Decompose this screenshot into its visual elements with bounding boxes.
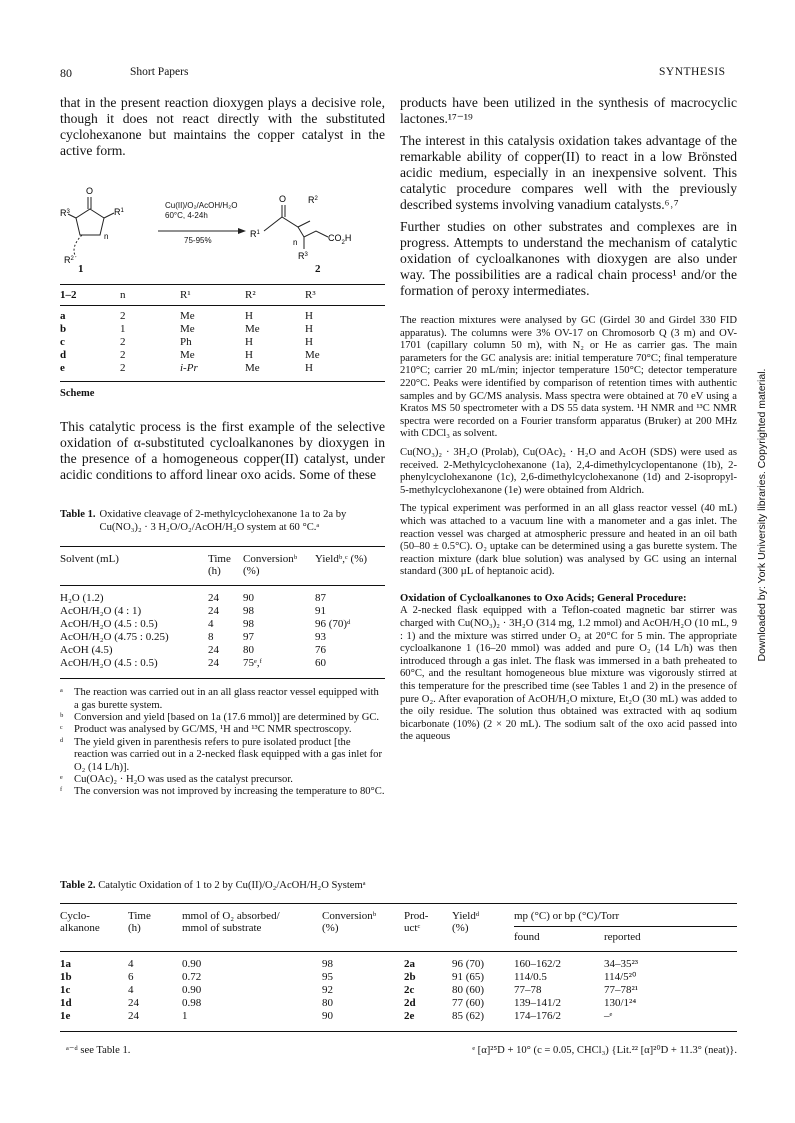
left-column [60, 95, 385, 799]
table-row [60, 997, 737, 1010]
table-cell: 2 [120, 336, 126, 348]
reaction-arrowhead [238, 228, 246, 234]
table-row [60, 349, 385, 362]
table-cell: 90 [322, 1010, 333, 1022]
table-row [60, 952, 737, 972]
table-cell: 1 [120, 323, 126, 335]
table-cell: 80 (60) [452, 984, 485, 996]
right-paragraph-2: The interest in this catalysis oxidation takes advantage of the remarkable ability of copper(II) to react in a low Brönsted acidic medium, especially in an inexpensive solvent. This catalytic procedure compares well with the previously described systems involving vanadium catalysts.⁶˒⁷ [400, 133, 737, 212]
table1 [60, 546, 385, 679]
table-cell: 95 [322, 971, 333, 983]
scheme-caption: Scheme [60, 388, 95, 399]
table-row [60, 605, 385, 618]
table2-caption [60, 880, 737, 891]
table-cell: 60 [315, 657, 326, 670]
table2-footnote-left: ᵃ⁻ᵈ see Table 1. [66, 1045, 131, 1056]
table-row [60, 644, 385, 657]
procedure-text: A 2-necked flask equipped with a Teflon-coated magnetic bar stirrer was charged with Cu(NO₃)₂ · 3H₂O (314 mg, 1.2 mmol) and AcOH/H₂O (10 mL, 9 : 1) and the mixture was stirred under O₂ at 20°C for 5 min. The appropriate cycloalkanone 1 (16–20 mmol) was added and pure O₂ (14 L/h) was then introduced through a gas inlet. The flask was immersed in a bath preheated to 60°C, and the resultant homogeneous blue mixture was vigorously stirred at this temperature for the prescribed time (see Tables 1 and 2) in the presence of pure O₂. After evaporation of AcOH/H₂O mixture, Et₂O (30 mL) was added to the oily residue. The solution thus obtained was extracted with aq sodium bicarbonate (10%) (2 × 20 mL). The sodium salt of the oxo acid passed into the aqueous [400, 605, 737, 743]
table-cell: Me [180, 310, 195, 322]
svg-text:R2: $R^2$ [308, 195, 318, 205]
table-cell: H [245, 336, 253, 348]
table-cell: 0.90 [182, 984, 202, 996]
table-cell: 24 [208, 592, 219, 605]
scheme-col-header: 1–2 [60, 289, 77, 301]
table-cell: 2a [404, 958, 415, 970]
table2 [60, 903, 737, 1032]
table-cell: a [60, 310, 66, 322]
table-cell: 174–176/2 [514, 1010, 562, 1022]
table-cell: 24 [208, 657, 219, 670]
table-row [60, 1010, 737, 1032]
table-cell: 75ᵉ,ᶠ [243, 657, 262, 670]
table-cell: –ᵉ [604, 1010, 613, 1022]
svg-text:CO2H: $CO_2H$ [328, 233, 352, 246]
svg-text:R1: $R^1$ [114, 207, 124, 217]
footnote-text: The yield given in parenthesis refers to pure isolated product [the reaction was carried out in a 2-necked flask equipped with a gas inlet for O₂ (14 L/h)]. [74, 736, 382, 773]
scheme-reagents: Cu(II)/O₂/AcOH/H₂O [165, 201, 238, 210]
table-row [60, 336, 385, 349]
table1-col-header: Solvent (mL) [60, 553, 119, 566]
table-cell: Me [245, 362, 260, 374]
table2-col-header: Cyclo- alkanone [60, 910, 100, 934]
table-cell: 1a [60, 958, 71, 970]
table-cell: 1e [60, 1010, 71, 1022]
footnote-marker: ᶜ [60, 724, 63, 736]
table-cell: 2 [120, 349, 126, 361]
table1-footnote [60, 724, 385, 736]
table-cell: 98 [322, 958, 333, 970]
scheme-col-header: R² [245, 289, 256, 301]
table-cell: H [305, 323, 313, 335]
svg-text:R2: $R^2$ [64, 255, 74, 265]
table2-block [60, 880, 737, 1056]
table-cell: c [60, 336, 65, 348]
table-cell: AcOH (4.5) [60, 644, 113, 657]
table-cell: 4 [128, 984, 134, 996]
right-column [400, 95, 737, 744]
table2-col-header: mmol of O₂ absorbed/ mmol of substrate [182, 910, 280, 934]
table-cell: 91 (65) [452, 971, 485, 983]
table-cell: 93 [315, 631, 326, 644]
table-cell: 24 [128, 1010, 139, 1022]
table2-col-header: mp (°C) or bp (°C)/Torr [514, 904, 737, 927]
footnote-text: Product was analysed by GC/MS, ¹H and ¹³C NMR spectroscopy. [74, 724, 352, 736]
reaction-scheme [60, 181, 385, 276]
footnote-marker: ᵈ [60, 736, 64, 748]
table-cell: 34–35²³ [604, 958, 639, 970]
experimental-paragraph-1: The reaction mixtures were analysed by GC (Girdel 30 and Girdel 330 FID apparatus). The columns were 3% OV-17 on Chromosorb Q (3 m) and OV-1701 (capillary column 50 m), with N₂ or He as carrier gas. The main parameters for the GC analysis are: initial temperature 70°C; final temperature 210°C; carrier 20 mL/min; injector temperature 150°C; detector temperature 220°C. Peaks were identified by comparison of retention times with authentic samples and by GC/MS analysis. Mass spectra were obtained at 70 eV using a Kratos MS 50 spectrometer with a DS 55 data system. ¹H NMR and ¹³C NMR spectra were recorded on a Fourier transform apparatus (Bruker) at 200 MHz with CDCl₃ as solvent. [400, 315, 737, 440]
table-cell: 91 [315, 605, 326, 618]
table-cell: 98 [243, 605, 254, 618]
table-cell: 2 [120, 310, 126, 322]
table2-col-header: Time (h) [128, 910, 151, 934]
table-row [60, 323, 385, 336]
table1-title: Oxidative cleavage of 2-methylcyclohexanone 1a to 2a by Cu(NO₃)₂ · 3 H₂O/O₂/AcOH/H₂O system at 60 °C.ᵃ [99, 509, 347, 533]
table-cell: 4 [128, 958, 134, 970]
table-cell: 114/5²⁰ [604, 971, 637, 983]
table-cell: AcOH/H₂O (4.75 : 0.25) [60, 631, 169, 644]
table2-footnote-right: ᵉ [α]²⁵D + 10° (c = 0.05, CHCl₃) {Lit.²² [α]²⁰D + 11.3° (neat)}. [472, 1045, 737, 1056]
page-number: 80 [60, 66, 72, 80]
table-cell: 98 [243, 618, 254, 631]
table-row [60, 618, 385, 631]
table1-footnotes [60, 687, 385, 799]
table2-footnotes [60, 1044, 737, 1056]
download-watermark [752, 365, 772, 665]
footnote-marker: ᵉ [60, 774, 63, 786]
right-paragraph-1: products have been utilized in the synthesis of macrocyclic lactones.¹⁷⁻¹⁹ [400, 95, 737, 126]
table-row [60, 971, 737, 984]
table-cell: b [60, 323, 67, 335]
table-cell: 2b [404, 971, 416, 983]
table-cell: 24 [208, 644, 219, 657]
table1-footnote [60, 774, 385, 786]
compound-2-label: 2 [315, 263, 321, 275]
scheme-col-header: R¹ [180, 289, 191, 301]
compound-1-label: 1 [78, 263, 84, 275]
table-cell: 1b [60, 971, 72, 983]
svg-text:n: n [104, 232, 109, 241]
svg-text:n: n [293, 238, 298, 247]
table-cell: 77–78²¹ [604, 984, 639, 996]
svg-text:R3: $R^3$ [60, 208, 70, 218]
table-cell: 139–141/2 [514, 997, 562, 1009]
table2-col-header: Yieldᵈ (%) [452, 910, 480, 934]
experimental-paragraph-3: The typical experiment was performed in an all glass reactor vessel (40 mL) which was attached to a vacuum line with a manometer and a gas inlet. The reaction vessel was charged at atmospheric pressure and heated in an oil bath (50–80 ± 0.5°C). O₂ uptake can be determined using a gas burette system. The reaction mixture (dark blue solution) was analysed by GC using an internal standard (300 µL of heptanoic acid). [400, 503, 737, 578]
journal-name: SYNTHESIS [659, 66, 726, 78]
table-cell: 76 [315, 644, 326, 657]
table-cell: Me [305, 349, 320, 361]
svg-text:O: O [86, 186, 94, 196]
table-cell: 77 (60) [452, 997, 485, 1009]
scheme-substituent-table [60, 284, 385, 382]
svg-text:R1: $R^1$ [250, 229, 260, 239]
table-cell: 97 [243, 631, 254, 644]
table1-caption [60, 509, 385, 534]
table-cell: 130/1²⁴ [604, 997, 637, 1009]
scheme-conditions: 60°C, 4-24h [165, 211, 208, 220]
table-cell: d [60, 349, 67, 361]
table-cell: 90 [243, 592, 254, 605]
table-cell: 96 (70)ᵈ [315, 618, 351, 631]
cyclic-ketone-structure [68, 197, 114, 257]
table-cell: 2d [404, 997, 416, 1009]
table1-footnote [60, 786, 385, 798]
footnote-marker: ᶠ [60, 786, 63, 798]
footnote-marker: ᵃ [60, 687, 63, 699]
table-cell: 85 (62) [452, 1010, 485, 1022]
table2-col-header: found [514, 931, 540, 943]
svg-text:R3: $R^3$ [298, 251, 308, 261]
table1-header-row [60, 547, 385, 586]
table-cell: AcOH/H₂O (4.5 : 0.5) [60, 618, 158, 631]
table-cell: 87 [315, 592, 326, 605]
footnote-text: The conversion was not improved by increasing the temperature to 80°C. [74, 786, 385, 798]
running-head: Short Papers [130, 66, 189, 78]
table-cell: 92 [322, 984, 333, 996]
table-cell: 0.90 [182, 958, 202, 970]
table-cell: i-Pr [180, 362, 198, 374]
table1-label: Table 1. [60, 509, 96, 520]
scheme-yield: 75-95% [184, 236, 212, 245]
table-cell: H₂O (1.2) [60, 592, 104, 605]
table-cell: Ph [180, 336, 192, 348]
table-cell: 2c [404, 984, 415, 996]
table-cell: 24 [208, 605, 219, 618]
table-row [60, 306, 385, 324]
procedure-title: Oxidation of Cycloalkanones to Oxo Acids; General Procedure: [400, 592, 687, 604]
experimental-paragraph-2: Cu(NO₃)₂ · 3H₂O (Prolab), Cu(OAc)₂ · H₂O and AcOH (SDS) were used as received. 2-Methylcyclohexanone (1a), 2,4-dimethylcyclopentanone (1b), 2-phenylcyclohexanone (1c), 2,6-dimethylcyclohexanone (1d) and 2-isopropyl-5-methylcyclohexanone (1e) were obtained from Aldrich. [400, 446, 737, 496]
table-cell: AcOH/H₂O (4.5 : 0.5) [60, 657, 158, 670]
table1-footnote [60, 737, 385, 774]
table-cell: 1c [60, 984, 71, 996]
table-cell: H [245, 349, 253, 361]
table-cell: H [245, 310, 253, 322]
table2-title: Catalytic Oxidation of 1 to 2 by Cu(II)/O₂/AcOH/H₂O Systemᵃ [98, 880, 366, 891]
scheme-col-header: n [120, 289, 126, 301]
table1-col-header: Time (h) [208, 553, 231, 578]
table1-footnote [60, 712, 385, 724]
table1-footnote [60, 687, 385, 712]
table-row [60, 631, 385, 644]
table2-col-header: reported [604, 931, 641, 943]
scheme-table-header-row [60, 285, 385, 306]
table1-col-header: Conversionᵇ (%) [243, 553, 298, 578]
table-cell: 80 [322, 997, 333, 1009]
table-cell: 96 (70) [452, 958, 485, 970]
table2-col-header: Conversionᵇ (%) [322, 910, 377, 934]
footnote-text: Cu(OAc)₂ · H₂O was used as the catalyst precursor. [74, 774, 293, 786]
table-cell: Me [245, 323, 260, 335]
table-row [60, 657, 385, 679]
table-cell: 2 [120, 362, 126, 374]
table2-label: Table 2. [60, 880, 96, 891]
table-cell: 6 [128, 971, 134, 983]
scheme-col-header: R³ [305, 289, 316, 301]
table-cell: Me [180, 323, 195, 335]
table-cell: 77–78 [514, 984, 542, 996]
table-cell: H [305, 310, 313, 322]
table1-col-header: Yieldᵇ,ᶜ (%) [315, 553, 368, 566]
table-cell: H [305, 362, 313, 374]
table-cell: 1d [60, 997, 72, 1009]
table-cell: 8 [208, 631, 214, 644]
table-cell: 2e [404, 1010, 415, 1022]
footnote-text: The reaction was carried out in an all glass reactor vessel equipped with a gas burette system. [74, 687, 379, 711]
left-paragraph-2: This catalytic process is the first example of the selective oxidation of α-substituted cycloalkanones by dioxygen in the presence of a homogeneous copper(II) catalyst, under acidic conditions to afford linear oxo acids. Some of these [60, 419, 385, 482]
table-cell: 80 [243, 644, 254, 657]
table-cell: AcOH/H₂O (4 : 1) [60, 605, 142, 618]
table-row [60, 984, 737, 997]
table-cell: H [305, 336, 313, 348]
table-row [60, 586, 385, 606]
right-paragraph-3: Further studies on other substrates and complexes are in progress. Attempts to understand the mechanism of catalytic oxidation of cycloalkanones with dioxygen are also under way. The possibilities are a radical chain process¹ and/or the formation of peroxy intermediates. [400, 219, 737, 298]
left-intro-paragraph: that in the present reaction dioxygen plays a decisive role, though it does not react directly with the substituted cyclohexanone but maintains the copper catalyst in the active form. [60, 95, 385, 158]
table-cell: 114/0.5 [514, 971, 547, 983]
table-cell: 1 [182, 1010, 188, 1022]
svg-text:O: O [279, 194, 287, 204]
table-cell: 0.72 [182, 971, 202, 983]
table-cell: e [60, 362, 65, 374]
table-cell: Me [180, 349, 195, 361]
table-cell: 4 [208, 618, 214, 631]
download-watermark-text: Downloaded by: York University libraries. Copyrighted material. [756, 368, 768, 662]
table2-header-row [60, 904, 737, 927]
table-cell: 24 [128, 997, 139, 1009]
reaction-scheme-drawing [60, 181, 385, 276]
table-cell: 160–162/2 [514, 958, 562, 970]
footnote-marker: ᵇ [60, 712, 64, 723]
table-cell: 0.98 [182, 997, 202, 1009]
table2-col-header: Prod- uctᶜ [404, 910, 429, 934]
footnote-text: Conversion and yield [based on 1a (17.6 mmol)] are determined by GC. [74, 712, 380, 723]
table-row [60, 362, 385, 382]
